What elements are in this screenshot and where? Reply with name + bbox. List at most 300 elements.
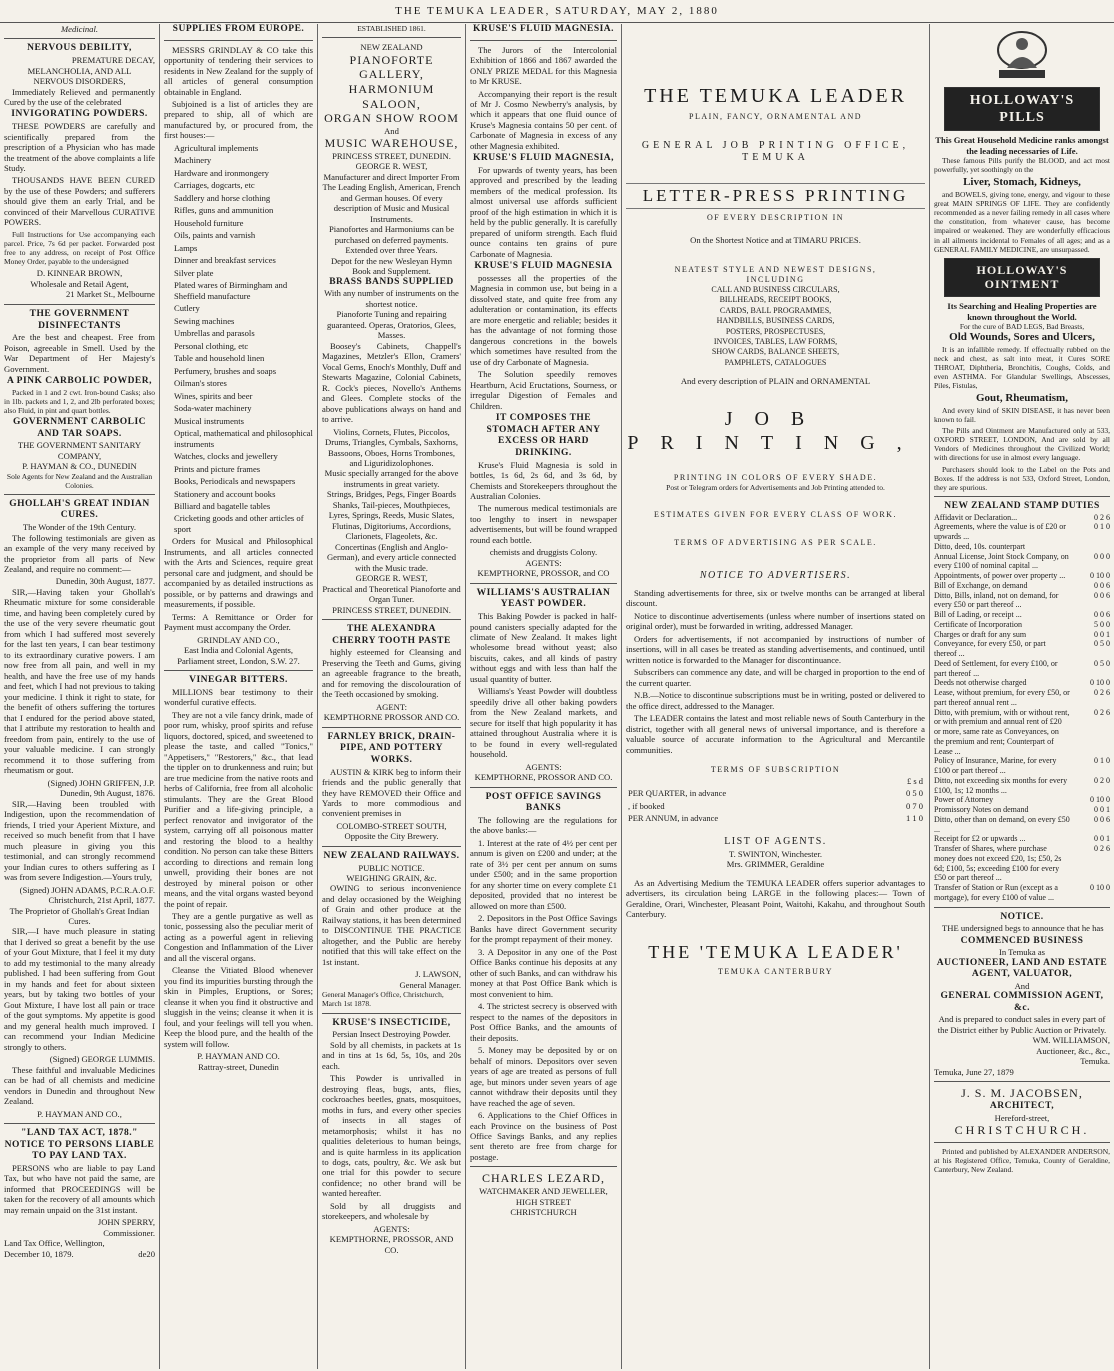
advertisers-body: Notice to discontinue advertisements (unless where number of insertions stated on original order), must be forwarded in writing, addressed Manager. xyxy=(626,610,925,632)
list-item: Prints and picture frames xyxy=(174,463,261,474)
ad-body: Pianoforte Tuning and repairing guaranteed. Operas, Oratorios, Glees, Masses. xyxy=(326,309,457,341)
subscription-header: £ s d xyxy=(906,775,923,786)
table-cell: Conveyance, for every £50, or part thereof ... xyxy=(934,639,1046,659)
plain-note: And every description of PLAIN and ORNAMENTAL xyxy=(680,376,871,387)
ad-body: Kruse's Fluid Magnesia is sold in bottles, 1s 6d, 2s 6d, and 3s 6d, by Chemists and Storekeepers throughout the Australian Colonies. xyxy=(470,459,617,501)
ad-title: IT COMPOSES THE STOMACH AFTER ANY EXCESS OR HARD DRINKING. xyxy=(486,413,601,458)
ad-body: They are not a vile fancy drink, made of poor rum, whisky, proof spirits and refuse liquors, doctored, spiced, and sweetened to please the taste, and called "Tonics," "Appetisers," "Restorers," &c., that lead the tippler on to drunkenness and ruin; but are true medicine from the native roots and herbs of California, free from all alcoholic stimulants. They are the Great Blood Purifier and a life-giving principle, a perfect renovator and invigorator of the system, carrying off all poisonous matter and restoring the blood to a healthy condition. No person can take these Bitters according to directions and remain long unwell, providing their bones are not destroyed by mineral poison or other means, and the vital organs wasted beyond the point of repair. xyxy=(164,709,313,909)
list-item: 2. Depositors in the Post Office Savings Banks have direct Government security for the prompt repayment of their money. xyxy=(470,913,617,945)
table-cell: Ditto, deed, 10s. counterpart xyxy=(934,541,1026,551)
table-cell: 0 5 0 xyxy=(906,788,923,799)
notice-signature: J. LAWSON, xyxy=(415,969,461,980)
ad-title: PIANOFORTE GALLERY, xyxy=(349,52,434,82)
company-name: THE GOVERNMENT SANITARY COMPANY, xyxy=(17,440,142,461)
ad-body: This Baking Powder is packed in half-pound canisters specially adapted for the climate of New Zealand. It makes light wholesome bread without yeast; also biscuits, cakes, and all kinds of pastry without eggs and with less than half the usual quantity of butter. xyxy=(470,611,617,684)
ad-title: POST OFFICE SAVINGS BANKS xyxy=(485,791,602,814)
table-cell: 0 0 1 xyxy=(1094,629,1110,639)
table-cell: 0 10 0 xyxy=(1090,883,1110,893)
table-cell: Annual License, Joint Stock Company, on every £100 of nominal capital ... xyxy=(934,551,1069,571)
table-cell: 0 2 6 xyxy=(1094,707,1110,717)
notice-signature: WM. WILLIAMSON, xyxy=(1032,1035,1110,1046)
column-1 xyxy=(0,24,160,1369)
agent-name: P. HAYMAN AND CO., xyxy=(37,1108,122,1119)
letter-body: SIR,—Having taken your Ghollah's Rheumatic mixture for some considerable time, and having been completely cured by the use of the very severe rheumatic gout from which I had suffered most severely for the last ten years, I can bear testimony to its extraordinary curative powers. I am now free from all pain, and well in my health, and have the free use of my hands and feet, which I had not previous to taking your medicine. I think it right to state, for the benefit of others suffering the tortures that I endured for the period above stated, that I attribute my restoration to health and freedom from pain, entirely to the use of your valuable medicine. I can strongly recommend it to those suffering from rheumatism or gout. xyxy=(4,586,155,776)
footer-subtitle: TEMUKA CANTERBURY xyxy=(717,967,834,977)
ad-body: Immediately Relieved and permanently Cured by the use of the celebrated xyxy=(4,86,155,107)
ointment-body: The Pills and Ointment are Manufactured only at 533, OXFORD STREET, LONDON, And are sold by all Vendors of Medicines throughout the Civilized World; with directions for use in almost every language. xyxy=(934,425,1110,463)
architect-city: CHRISTCHURCH. xyxy=(954,1123,1090,1138)
ad-title: NOTICE TO PERSONS LIABLE TO PAY LAND TAX. xyxy=(4,1139,155,1162)
paper-subtitle: PLAIN, FANCY, ORNAMENTAL AND xyxy=(689,112,862,122)
table-cell: 0 0 6 xyxy=(1094,610,1110,620)
table-cell: 0 5 0 xyxy=(1094,639,1110,649)
table-row xyxy=(934,571,1110,581)
agent-address: 21 Market St., Melbourne xyxy=(65,289,155,300)
advertisers-title: NOTICE TO ADVERTISERS. xyxy=(699,569,852,581)
ad-body: Subjoined is a list of articles they are prepared to ship, all of which are manufactured by, or procured from, the first houses:— xyxy=(164,99,313,141)
ad-title: THE ALEXANDRA xyxy=(346,624,437,635)
ad-body: Violins, Cornets, Flutes, Piccolos, Drums, Triangles, Cymbals, Saxhorns, Bassoons, Oboes, Horns Trombones, and Liguridizolophones. xyxy=(325,426,458,468)
ad-subtitle: PREMATURE DECAY, xyxy=(71,55,155,66)
list-item: SHOW CARDS, BALANCE SHEETS, xyxy=(711,347,840,357)
agent-label: AGENTS: xyxy=(525,761,562,772)
merchant-address: HIGH STREET xyxy=(515,1196,572,1207)
ad-subtitle: WEIGHING GRAIN, &c. xyxy=(346,873,437,883)
list-item: Hardware and ironmongery xyxy=(174,167,269,178)
table-cell: Ditto, Bills, inland, not on demand, for every £50 or part thereof ... xyxy=(934,590,1059,610)
ointment-body: And every kind of SKIN DISEASE, it has never been known to fail. xyxy=(934,405,1110,424)
table-cell: Agreements, where the value is of £20 or upwards ... xyxy=(934,522,1066,542)
ad-title: PRINCESS STREET, DUNEDIN. xyxy=(332,150,451,161)
table-row xyxy=(626,787,925,799)
table-row xyxy=(934,805,1110,815)
ad-title: KRUSE'S INSECTICIDE, xyxy=(332,1017,451,1028)
list-item: PAMPHLETS, CATALOGUES xyxy=(724,357,827,367)
merchant-name: GEORGE R. WEST, xyxy=(355,161,428,172)
ointment-highlight: Old Wounds, Sores and Ulcers, xyxy=(949,331,1095,344)
table-cell: 0 5 0 xyxy=(1094,658,1110,668)
ad-body: The numerous medical testimonials are too lengthy to insert in newspaper advertisements, but will be found wrapped round each bottle. xyxy=(470,503,617,545)
notice-body: And xyxy=(1014,980,1030,991)
list-item: Silver plate xyxy=(174,267,214,278)
advertisers-body: Subscribers can commence any date, and will be charged in proportion to the end of the current quarter. xyxy=(626,667,925,688)
ad-body: chemists and druggists Colony. xyxy=(489,547,598,558)
list-item: Soda-water machinery xyxy=(174,403,252,414)
list-item: Oilman's stores xyxy=(174,378,227,389)
advertisers-body: N.B.—Notice to discontinue subscriptions must be in writing, posted or delivered to the office direct, addressed to the Manager. xyxy=(626,690,925,711)
ad-body: For upwards of twenty years, has been approved and prescribed by the leading members of the medical profession. Its almost universal use affords sufficient proof of the high estimation in which it is held by the public generally. It is carefully prepared of uniform strength. Each fluid ounce contains ten grains of pure Carbonate of Magnesia. xyxy=(470,165,617,259)
ad-subtitle: MELANCHOLIA, AND ALL xyxy=(27,65,132,76)
table-cell: Deeds not otherwise charged xyxy=(934,678,1027,688)
letterpress-sub: OF EVERY DESCRIPTION IN xyxy=(706,213,845,223)
list-item: HANDBILLS, BUSINESS CARDS, xyxy=(716,316,835,326)
pills-banner: HOLLOWAY'S PILLS xyxy=(944,87,1100,131)
ad-title: GOVERNMENT CARBOLIC AND TAR SOAPS. xyxy=(12,417,147,439)
list-item: Cutlery xyxy=(174,303,200,314)
table-cell: Bill of Lading, or receipt ... xyxy=(934,610,1022,620)
letter-body: SIR,—Having been troubled with Indigestion, upon the recommendation of friends, I tried your Aperient Mixture, and received so much benefit from that I have much pleasure in giving you this testimonial, and can strongly recommend your Indian cures to others suffering as I was from severe Indigestion.—Yours truly, xyxy=(4,798,155,883)
notice-office: Land Tax Office, Wellington, xyxy=(4,1238,105,1249)
list-item: CARDS, BALL PROGRAMMES, xyxy=(719,305,832,315)
stamp-duties-title: NEW ZEALAND STAMP DUTIES xyxy=(944,500,1100,511)
notice-title: NOTICE. xyxy=(1000,911,1044,922)
subscription-title: TERMS OF SUBSCRIPTION xyxy=(710,765,841,775)
list-item: Cricketing goods and other articles of sport xyxy=(174,513,304,534)
terms-note: TERMS OF ADVERTISING AS PER SCALE. xyxy=(674,538,877,548)
imprint: Printed and published by ALEXANDER ANDERSON, at his Registered Office, Temuka, County of Geraldine, Canterbury, New Zealand. xyxy=(934,1146,1110,1174)
table-cell: Deed of Settlement, for every £100, or part thereof ... xyxy=(934,658,1058,678)
table-cell: PER QUARTER, in advance xyxy=(628,788,727,799)
notice-office: General Manager's Office, Christchurch, March 1st 1878. xyxy=(322,990,444,1009)
table-cell: 0 2 6 xyxy=(1094,844,1110,854)
notice-place: Temuka. xyxy=(1080,1056,1110,1067)
list-item: Machinery xyxy=(174,155,212,166)
table-cell: Appointments, of power over property ... xyxy=(934,571,1066,581)
list-item: INVOICES, TABLES, LAW FORMS, xyxy=(713,336,838,346)
table-row xyxy=(934,815,1110,835)
advertisers-body: Standing advertisements for three, six or twelve months can be arranged at liberal discount. xyxy=(626,587,925,609)
letter-date: Dunedin, 30th August, 1877. xyxy=(55,576,155,587)
ointment-body: It is an infallible remedy. If effectually rubbed on the neck and chest, as salt into meat, it Cures SORE THROAT, Diphtheria, Bronchitis, Coughs, Colds, and even ASTHMA. For Glandular Swellings, Abscesses, Piles, Fistulas, xyxy=(934,344,1110,391)
list-item: Billiard and bagatelle tables xyxy=(174,500,271,511)
ad-body: MILLIONS bear testimony to their wonderful curative effects. xyxy=(164,686,313,708)
ad-title: "LAND TAX ACT, 1878." xyxy=(21,1128,138,1139)
ad-subtitle: PUBLIC NOTICE. xyxy=(358,862,425,873)
merchant-city: CHRISTCHURCH xyxy=(510,1207,577,1218)
ad-body: Williams's Yeast Powder will doubtless speedily drive all other baking powders from the New Zealand markets, and secure for itself that high popularity it has attained throughout Australia where it is to be found in every well-regulated household. xyxy=(470,686,617,760)
ad-body: Full Instructions for Use accompanying each parcel. Price, 7s 6d per packet. Forwarded post free to any address, on receipt of Post Office Money Order, payable to the undersigned xyxy=(4,229,155,267)
table-row xyxy=(934,678,1110,688)
ad-body: THESE POWDERS are carefully and scientifically prepared from the prescription of a Physician who has made the treatment of the above complaints a life Study. xyxy=(4,121,155,173)
letter-addressee: The Proprietor of Ghollah's Great Indian Cures. xyxy=(9,905,150,926)
list-item: Lamps xyxy=(174,242,198,253)
table-cell: 0 0 6 xyxy=(1094,580,1110,590)
ad-body: OWING to serious inconvenience and delay occasioned by the Weighing of Grain and other produce at the Railway stations, it has been determined to DISCONTINUE THE PRACTICE altogether, and the Public are hereby notified that this will take effect on the 1st instant. xyxy=(322,883,461,967)
pills-body: These famous Pills purify the BLOOD, and act most powerfully, yet soothingly on the xyxy=(934,156,1110,175)
merchant-name: GEORGE R. WEST, xyxy=(355,573,428,584)
agent-name: KEMPTHORNE, PROSSOR, AND CO. xyxy=(329,1234,454,1255)
architect-name: J. S. M. JACOBSEN, xyxy=(961,1086,1083,1101)
list-item: 4. The strictest secrecy is observed with respect to the names of the depositors in Post Office Banks, and the amounts of their deposits. xyxy=(470,1001,617,1043)
office-location: TEMUKA xyxy=(742,152,809,164)
table-cell: 0 2 6 xyxy=(1094,512,1110,522)
product-list xyxy=(626,285,925,368)
merchant-role: WATCHMAKER AND JEWELLER, xyxy=(479,1186,608,1197)
advertisers-body: Orders for advertisements, if not accompanied by instructions of number of insertions, will in all cases be treated as standing advertisements, and continued, until written notice is forwarded to the Manager for discontinuance. xyxy=(626,633,925,665)
pills-tagline: This Great Household Medicine ranks amongst the leading necessaries of Life. xyxy=(935,135,1109,156)
table-row xyxy=(626,800,925,812)
list-item: BILLHEADS, RECEIPT BOOKS, xyxy=(719,295,832,305)
table-cell: 0 7 0 xyxy=(906,800,923,811)
table-row xyxy=(934,620,1110,630)
table-cell: 0 10 0 xyxy=(1090,571,1110,581)
list-item: Umbrellas and parasols xyxy=(174,328,255,339)
table-cell: Ditto, other than on demand, on every £50 ... xyxy=(934,814,1070,834)
table-cell: Ditto, not exceeding six months for every £100, 1s; 12 months ... xyxy=(934,775,1068,795)
ad-title: BRASS BANDS SUPPLIED xyxy=(329,276,454,287)
list-item: Carriages, dogcarts, etc xyxy=(174,180,255,191)
ad-body: Pianofortes and Harmoniums can be purchased on deferred payments. Extended over three Years. xyxy=(328,224,455,256)
column-6 xyxy=(930,24,1114,1369)
merchant-role: Practical and Theoretical Pianoforte and Organ Tuner. xyxy=(322,583,461,605)
table-cell: Ditto, with premium, with or without rent, or with premium and annual rent of £20 or more, same rate as Conveyances, on the premium and rent; Counterpart of Lease ... xyxy=(934,707,1070,756)
notice-body: THE undersigned begs to announce that he has xyxy=(942,923,1104,934)
list-item: Household furniture xyxy=(174,217,244,228)
notice-date: December 10, 1879. xyxy=(4,1248,74,1259)
table-cell: 0 10 0 xyxy=(1090,678,1110,688)
ointment-highlight: Gout, Rheumatism, xyxy=(976,392,1068,405)
table-row xyxy=(934,776,1110,796)
table-cell: 0 0 1 xyxy=(1094,834,1110,844)
notice-body: And is prepared to conduct sales in every part of the District either by Public Auction or Privately. xyxy=(937,1014,1107,1035)
ad-body: Sold by all druggists and storekeepers, and wholesale by xyxy=(322,1200,461,1222)
table-cell: Power of Attorney xyxy=(934,795,994,805)
table-row xyxy=(934,756,1110,776)
including-label: INCLUDING xyxy=(746,275,805,285)
ad-title: KRUSE'S FLUID MAGNESIA, xyxy=(472,153,615,164)
ad-body: With any number of instruments on the shortest notice. xyxy=(324,288,459,309)
letter-date: Christchurch, 21st April, 1877. xyxy=(48,895,155,906)
list-item: Table and household linen xyxy=(174,353,265,364)
agent-name: P. HAYMAN AND CO. xyxy=(197,1051,280,1062)
list-item: Stationery and account books xyxy=(174,488,276,499)
agent-entry: T. SWINTON, Winchester. xyxy=(729,848,822,859)
ad-body: These faithful and invaluable Medicines can be had of all chemists and medicine vendors in Dunedin and throughout New Zealand. xyxy=(4,1064,155,1107)
ad-body: Are the best and cheapest. Free from Poison, agreeable in Smell. Used by the War Department of Her Majesty's Government. xyxy=(4,332,155,374)
estimates-note: ESTIMATES GIVEN FOR EVERY CLASS OF WORK. xyxy=(654,510,897,520)
ad-body: Strings, Bridges, Pegs, Finger Boards Shanks, Tail-pieces, Mouthpieces, Lyres, Springs, Reeds, Music Slates, Flutinas, Digitoriums, Accordions, Clarionets, Flageolets, &c. xyxy=(326,489,457,542)
list-item: POSTERS, PROSPECTUSES, xyxy=(725,326,826,336)
style-note: NEATEST STYLE AND NEWEST DESIGNS, xyxy=(674,265,877,275)
table-cell: Affidavit or Declaration... xyxy=(934,512,1018,522)
agent-name: KEMPTHORNE, PROSSOR AND CO. xyxy=(474,772,613,783)
holloway-emblem-icon xyxy=(987,28,1057,83)
table-row xyxy=(934,659,1110,679)
ad-body: possesses all the properties of the Magnesia in common use, but being in a dissolved state, and quite free from any adulteration or contamination, its effects are more energetic and reliable; besides it has the advantage of not forming those dangerous concretions in the bowels which sometimes have resulted from the use of dry Carbonate of Magnesia. xyxy=(470,272,617,367)
job-printing-title: JOB PRINTING, xyxy=(627,407,924,454)
agent-label: AGENTS: xyxy=(525,557,562,568)
ad-body: The following are the regulations for the above banks:— xyxy=(470,814,617,836)
table-row xyxy=(934,834,1110,844)
table-cell: Policy of Insurance, Marine, for every £100 or part thereof ... xyxy=(934,756,1057,776)
table-row xyxy=(934,844,1110,883)
table-cell: Certificate of Incorporation xyxy=(934,619,1022,629)
letter-body: SIR,—I have much pleasure in stating that I derived so great a benefit by the use of your Gout Mixture, that I feel it my duty to add my testimonial to the many already published. I had been suffering from Gout in my hands and feet for about sixteen years, but by taking two bottles of your Gout Mixture, I have lost all pain or trace of the gout symptoms. My appetite is good and my general health much improved. I can recommend your Indian Medicine strongly to others. xyxy=(4,926,155,1052)
section-header: Medicinal. xyxy=(61,24,98,34)
medium-note: As an Advertising Medium the TEMUKA LEADER offers superior advantages to advertisers, its circulation being LARGE in the following places:— Town of Geraldine, Orari, Winchester, Pleasant Point, Waitohi, Kakahu, and throughout South Canterbury. xyxy=(626,877,925,920)
ad-address: Opposite the City Brewery. xyxy=(344,831,439,842)
ad-body: Cleanse the Vitiated Blood whenever you find its impurities bursting through the skin in Pimples, Eruptions, or Sores; cleanse it when you find it obstructive and sluggish in the veins; cleanse it when it is foul, and your feelings will tell you when. Keep the blood pure, and the health of the system will follow. xyxy=(164,965,313,1049)
established-line: ESTABLISHED 1861. xyxy=(357,24,426,33)
table-cell: 0 0 1 xyxy=(1094,805,1110,815)
ad-title: KRUSE'S FLUID MAGNESIA. xyxy=(472,24,615,34)
page-masthead: THE TEMUKA LEADER, SATURDAY, MAY 2, 1880 xyxy=(0,0,1114,23)
list-item: 1. Interest at the rate of 4½ per cent per annum is given on £200 and under; at the rate of 3½ per cent per annum on sums under £500; and in the same proportion for any shorter time on every complete £1 deposited, provided that no interest be allowed on more than £500. xyxy=(470,837,617,911)
agent-label: AGENT: xyxy=(375,701,408,712)
articles-list xyxy=(164,143,313,535)
table-cell: 1 1 0 xyxy=(906,813,923,824)
ointment-banner: HOLLOWAY'S OINTMENT xyxy=(944,258,1100,297)
table-cell: 0 10 0 xyxy=(1090,795,1110,805)
notice-heading: COMMENCED BUSINESS xyxy=(960,935,1084,946)
notice-role: Commissioner. xyxy=(103,1227,155,1238)
list-item: Rifles, guns and ammunition xyxy=(174,205,274,216)
list-item: Saddlery and horse clothing xyxy=(174,192,271,203)
ad-subtitle: The Wonder of the 19th Century. xyxy=(22,522,137,533)
ad-title: And xyxy=(384,125,399,136)
table-row xyxy=(934,581,1110,591)
list-item: Dinner and breakfast services xyxy=(174,255,276,266)
list-item: Sewing machines xyxy=(174,315,235,326)
table-cell: Promissory Notes on demand xyxy=(934,805,1029,815)
ad-body: Music specially arranged for the above instruments in great variety. xyxy=(324,468,459,489)
list-item: CALL AND BUSINESS CIRCULARS, xyxy=(711,284,840,294)
list-item: 3. A Depositor in any one of the Post Office Banks continue his deposits at any other of such Banks, and can withdraw his money at that Post Office Bank which is most convenient to him. xyxy=(470,946,617,999)
table-row xyxy=(626,812,925,824)
agent-name: KEMPTHORNE PROSSOR AND CO. xyxy=(323,712,460,723)
ad-title: ORGAN SHOW ROOM xyxy=(324,111,459,126)
regulations-list xyxy=(470,838,617,1163)
ad-title: VINEGAR BITTERS. xyxy=(189,675,288,686)
table-cell: 0 1 0 xyxy=(1094,522,1110,532)
letter-date: Dunedin, 9th August, 1876. xyxy=(59,788,155,799)
list-item: Agricultural implements xyxy=(174,142,259,153)
ad-title: SUPPLIES FROM EUROPE. xyxy=(172,24,305,34)
pills-body: and BOWELS, giving tone, energy, and vigour to these great MAIN SPRINGS OF LIFE. They are confidently recommended as a never failing remedy in all cases where the constitution, from whatever cause, has become impaired or weakened. They are wonderfully efficacious in all ailments incidental to Females of all ages; and as a GENERAL FAMILY MEDICINE, are unsurpassed. xyxy=(934,189,1110,254)
list-item: Books, Periodicals and newspapers xyxy=(174,476,296,487)
agent-name: GRINDLAY AND CO., xyxy=(197,634,280,645)
table-row xyxy=(934,513,1110,523)
notice-heading: GENERAL COMMISSION AGENT, &c. xyxy=(940,991,1104,1013)
table-cell: Lease, without premium, for every £50, or part thereof annual rent ... xyxy=(934,688,1070,707)
notice-date: Temuka, June 27, 1879 xyxy=(934,1066,1014,1077)
agent-role: East India and Colonial Agents, xyxy=(183,645,294,656)
list-item: Perfumery, brushes and soaps xyxy=(174,365,277,376)
ad-body: Terms: A Remittance or Order for Payment must accompany the Order. xyxy=(164,611,313,633)
footer-title: THE 'TEMUKA LEADER' xyxy=(648,941,903,962)
table-cell: 0 0 0 xyxy=(1094,551,1110,561)
ad-body: MESSRS GRINDLAY & CO take this opportunity of tendering their services to residents in New Zealand for the supply of all articles of general consumption obtainable in England. xyxy=(164,44,313,97)
ad-title: WILLIAMS'S AUSTRALIAN YEAST POWDER. xyxy=(476,587,611,610)
column-5 xyxy=(622,24,930,1369)
table-cell: Receipt for £2 or upwards ... xyxy=(934,834,1026,844)
notice-role: General Manager. xyxy=(399,979,461,990)
table-row xyxy=(934,883,1110,903)
ad-body: The following testimonials are given as an example of the very many received by the proprietor from all parts of New Zealand, and require no comment:— xyxy=(4,532,155,574)
architect-address: Hereford-street, xyxy=(994,1112,1050,1123)
notice-body: In Temuka as xyxy=(998,947,1045,958)
ad-title: KRUSE'S FLUID MAGNESIA xyxy=(474,261,613,272)
list-item: Personal clothing, etc xyxy=(174,340,249,351)
colors-note: PRINTING IN COLORS OF EVERY SHADE. xyxy=(673,473,878,483)
table-row xyxy=(934,795,1110,805)
table-row xyxy=(934,688,1110,708)
architect-title: ARCHITECT, xyxy=(989,1100,1055,1111)
table-row xyxy=(934,542,1110,552)
list-item: Musical instruments xyxy=(174,415,244,426)
ad-body: This Powder is unrivalled in destroying fleas, bugs, ants, flies, cockroaches beetles, gnats, mosquitoes, moths in furs, and every other species of insects in all stages of metamorphosis; whilst it has no qualities deleterious to human beings, and is quite harmless in its application to dogs, cats, poultry, &c. We ask but one trial for this powder to secure confidence; no other brand will be wanted hereafter. xyxy=(322,1073,461,1199)
ad-title: NERVOUS DEBILITY, xyxy=(27,43,132,54)
agent-role: Wholesale and Retail Agent, xyxy=(30,278,129,289)
office-title: GENERAL JOB PRINTING OFFICE, xyxy=(641,140,910,152)
table-cell: Bill of Exchange, on demand xyxy=(934,580,1028,590)
ad-body: The Jurors of the Intercolonial Exhibition of 1866 and 1867 awarded the ONLY PRIZE MEDAL for this Magnesia to Mr KRUSE. xyxy=(470,44,617,87)
letter-signature: (Signed) JOHN GRIFFEN, J.P. xyxy=(47,777,155,788)
ad-body: Manufacturer and direct Importer From The Leading English, American, French and German houses. Of every description of Music and Musical Instruments. xyxy=(322,171,461,224)
notice-heading: AUCTIONEER, LAND AND ESTATE AGENT, VALUATOR, xyxy=(936,957,1108,980)
agent-address: Rattray-street, Dunedin xyxy=(198,1061,279,1072)
table-row xyxy=(934,522,1110,542)
agent-entry: Mrs. GRIMMER, Geraldine xyxy=(726,859,825,870)
pricing-note: On the Shortest Notice and at TIMARU PRICES. xyxy=(690,235,861,245)
letterpress-title: LETTER-PRESS PRINTING xyxy=(626,183,925,210)
pills-highlight: Liver, Stomach, Kidneys, xyxy=(963,176,1081,189)
ad-body: Sold by all chemists, in packets at 1s and in tins at 1s 6d, 5s, 10s, and 20s each. xyxy=(322,1039,461,1071)
ad-body: PERSONS who are liable to pay Land Tax, but who have not paid the same, are informed that PROCEEDINGS will be taken for the recovery of all amounts which may remain unpaid on the 31st instant. xyxy=(4,1162,155,1215)
ad-title: GHOLLAH'S GREAT INDIAN CURES. xyxy=(9,498,150,521)
list-item: Watches, clocks and jewellery xyxy=(174,451,278,462)
agent-address: Parliament street, London, S.W. 27. xyxy=(177,655,300,666)
column-3 xyxy=(318,24,466,1369)
table-cell: 0 2 0 xyxy=(1094,775,1110,785)
ad-title: CHERRY TOOTH PASTE xyxy=(332,635,451,646)
list-item: Plated wares of Birmingham and Sheffield manufacture xyxy=(174,280,288,301)
table-row xyxy=(934,591,1110,611)
ad-body: AUSTIN & KIRK beg to inform their friends and the public generally that they have REMOVED their Office and Yards to more commodious and convenient premises in xyxy=(322,766,461,819)
ointment-body: For the cure of BAD LEGS, Bad Breasts, xyxy=(959,322,1085,332)
ad-body: Boosey's Cabinets, Chappell's Magazines, Metzler's Ellon, Cramers' Vocal Gems, Enoch's Monthly, Duff and Stewarts Magazine, Colonial Cabinets, R. Cock's pieces, Novello's Anthems and Glees. Complete stocks of the above publications always on hand and to arrive. xyxy=(322,340,461,425)
ad-body: They are a gentle purgative as well as tonic, possessing also the peculiar merit of acting as a powerful agent in relieving Congestion and Inflammation of the Liver and all the visceral organs. xyxy=(164,911,313,963)
table-cell: 0 1 0 xyxy=(1094,756,1110,766)
agent-name: KEMPTHORNE, PROSSOR, and CO xyxy=(477,568,610,579)
ad-body: Concertinas (English and Anglo-German), and every article connected with the Music trade. xyxy=(326,541,457,573)
table-cell: 5 0 0 xyxy=(1094,619,1110,629)
letter-signature: (Signed) JOHN ADAMS, P.C.R.A.O.F. xyxy=(19,884,155,895)
ad-subtitle: Persian Insect Destroying Powder. xyxy=(332,1029,451,1040)
ad-body: THOUSANDS HAVE BEEN CURED by the use of these Powders; and sufferers should give them an early Trial, and be convinced of their Marvellous CURATIVE POWERS. xyxy=(4,175,155,228)
notice-role: Auctioneer, &c., &c., xyxy=(1036,1045,1110,1056)
list-item: 6. Applications to the Chief Offices in each Province on the business of Post Office Savings Banks, and any replies sent thereto are free from charge for postage. xyxy=(470,1110,617,1162)
ointment-body: Purchasers should look to the Label on the Pots and Boxes. If the address is not 533, Oxford Street, London, they are spurious. xyxy=(934,464,1110,492)
ad-body: Depot for the new Wesleyan Hymn Book and Supplement. xyxy=(330,255,453,277)
ad-title: NEW ZEALAND RAILWAYS. xyxy=(323,850,460,861)
ointment-tagline: Its Searching and Healing Properties are known throughout the World. xyxy=(947,301,1097,322)
table-cell: Transfer of Station or Run (except as a mortgage), for every £100 of value ... xyxy=(934,883,1058,902)
table-row xyxy=(934,610,1110,620)
column-4 xyxy=(466,24,622,1369)
ad-body: Orders for Musical and Philosophical Instruments, and all articles connected with the Arts and Sciences, require great personal care and judgment, and should be accompanied by as detailed instructions as possible, or by patterns and drawings and measurements, if possible. xyxy=(164,536,313,610)
agents-title: LIST OF AGENTS. xyxy=(724,836,827,848)
ad-title: FARNLEY BRICK, DRAIN-PIPE, AND POTTERY WORKS. xyxy=(327,731,456,765)
ad-body: Accompanying their report is the result of Mr J. Cosmo Newberry's analysis, by which it appears that one fluid ounce of Kruse's Magnesia contains 50 per cent. of Carbonate of Magnesia in excess of any other Magnesia exhibited. xyxy=(470,88,617,151)
merchant-name: CHARLES LEZARD, xyxy=(482,1171,605,1186)
table-cell: 0 0 6 xyxy=(1094,814,1110,824)
ad-title: HARMONIUM SALOON, xyxy=(348,81,435,111)
table-row xyxy=(934,630,1110,640)
table-cell: PER ANNUM, in advance xyxy=(628,813,719,824)
stamp-duties-table xyxy=(934,513,1110,903)
table-row xyxy=(934,639,1110,659)
ad-body: Packed in 1 and 2 cwt. Iron-bound Casks; also in 1lb. packets and 1, 2, and 2lb perforated boxes; also Fluid, in pint and quart bottles. xyxy=(4,387,155,415)
agent-name: D. KINNEAR BROWN, xyxy=(36,268,123,279)
ad-body: The Solution speedily removes Heartburn, Acid Eructations, Sourness, or irregular Digestion of Females and Children. xyxy=(470,369,617,411)
table-cell: 0 0 6 xyxy=(1094,590,1110,600)
agent-label: AGENTS: xyxy=(373,1223,410,1234)
ad-title: MUSIC WAREHOUSE, xyxy=(324,136,459,151)
advertisers-body: The LEADER contains the latest and most reliable news of South Canterbury in the district, together with all general news of universal importance, and is therefore a valuable source of accurate information to the Agricultural and Mercantile communities. xyxy=(626,713,925,755)
letter-signature: (Signed) GEORGE LUMMIS. xyxy=(49,1054,155,1065)
table-row xyxy=(934,552,1110,572)
